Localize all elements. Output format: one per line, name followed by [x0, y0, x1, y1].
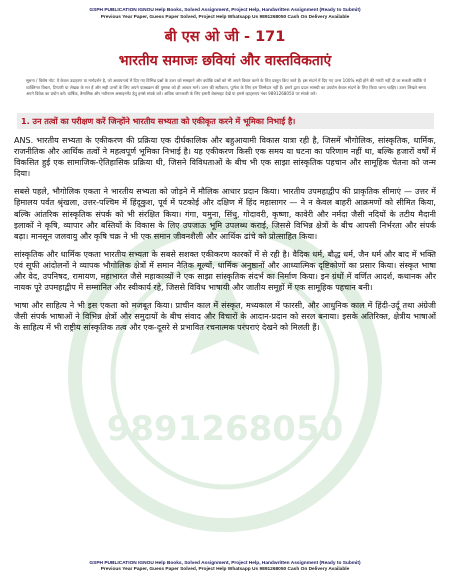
answer-body	[14, 135, 436, 340]
footer-line-2: Previous Year Paper, Guess Paper Solved, Project Help Whatsapp Us 9891268050 Cash On Delivery Available	[100, 567, 350, 573]
course-title: भारतीय समाजः छवियां और वास्तविकताएं	[118, 53, 332, 69]
footer-line-1: GSPH PUBLICATION IGNOU Help Books, Solved Assignment, Project Help, Handwritten Assignment (Ready to Submit)	[89, 560, 361, 566]
watermark-phone-text: 9891268050	[106, 409, 344, 449]
page-footer	[10, 561, 440, 574]
answer-paragraph: सबसे पहले, भौगोलिक एकता ने भारतीय सभ्यता को जोड़ने में मौलिक आधार प्रदान किया। भारतीय उपमहाद्वीप की प्राकृतिक सीमाएं — उत्तर में हिमालय पर्वत श्रृंखला, उत्तर-पश्चिम में हिंदूकुश, पूर्व में पटकोई और दक्षिण में हिंद महासागर — ने न केवल बाहरी आक्रमणों को सीमित किया, बल्कि आंतरिक सांस्कृतिक संपर्क को भी संरक्षित किया। गंगा, यमुना, सिंधु, गोदावरी, कृष्णा, कावेरी और नर्मदा जैसी नदियों के तटीय मैदानी इलाकों ने कृषि, व्यापार और बस्तियों के विकास के लिए उपजाऊ भूमि उपलब्ध कराई, जिससे विभिन्न क्षेत्रों के बीच आपसी निर्भरता और संपर्क बढ़ा। मानसून जलवायु और कृषि चक्र ने भी एक समान जीवनशैली और आर्थिक ढांचे को प्रोत्साहित किया।	[14, 187, 436, 241]
course-code: बी एस ओ जी - 171	[164, 29, 286, 45]
header-line-2: Previous Year Paper, Guess Paper Solved, Project Help Whatsapp Us 9891268050 Cash On Delivery Available	[100, 14, 350, 20]
answer-paragraph: भाषा और साहित्य ने भी इस एकता को मजबूत किया। प्राचीन काल में संस्कृत, मध्यकाल में फारसी, और आधुनिक काल में हिंदी-उर्दू तथा अंग्रेजी जैसी संपर्क भाषाओं ने विभिन्न क्षेत्रों और समुदायों के बीच संवाद और विचारों के आदान-प्रदान को सरल बनाया। इसके अतिरिक्त, क्षेत्रीय भाषाओं के साहित्य में भी राष्ट्रीय सांस्कृतिक तत्व और एक-दूसरे से प्रभावित रचनात्मक परंपराएं देखने को मिलती हैं।	[14, 300, 436, 333]
answer-paragraph: ANS. भारतीय सभ्यता के एकीकरण की प्रक्रिया एक दीर्घकालिक और बहुआयामी विकास यात्रा रही है, जिसमें भौगोलिक, सांस्कृतिक, धार्मिक, राजनीतिक और आर्थिक तत्वों ने महत्वपूर्ण भूमिका निभाई है। यह एकीकरण किसी एक समय या घटना का परिणाम नहीं था, बल्कि हजारों वर्षों में विकसित हुई एक सामाजिक-ऐतिहासिक प्रक्रिया थी, जिसने विविधताओं के बीच भी एक साझा सांस्कृतिक पहचान और सामूहिक चेतना को जन्म दिया।	[14, 136, 436, 179]
disclaimer-notice: सूचना / विशेष नोट: ये केवल उदाहरण या मार्गदर्शन है, जो अध्ययनार्थ में दिए गए विभिन्न प्रश्नों के उत्तर को समझाने और क्योंकि प्रश्नों को भी अपने विचार करने के लिए प्रस्तुत किए जाते हैं। इस संदर्भ में दिए गए उत्तर 100% सही होने की गारंटी नहीं दी जा सकती क्योंकि ये व्यक्तिगत विचार, टिप्पणी या लेखक के मत हैं और सही उत्तरों के लिए अपने पाठ्यक्रम की पुस्तक को ही आधार मानें। उत्तर की सटीकता, पूर्णता के लिए हम जिम्मेदार नहीं हैं। हमारे द्वारा प्रदत्त सामग्री का उपयोग केवल संदर्भ के लिए किया जाना चाहिए। उत्तर लिखते समय अपने विवेक का प्रयोग करें। वार्षिक, त्रैमासिक और नवीनतम असाइनमेंट हेतु हमसे संपर्क करें। अधिक जानकारी के लिए हमारी वेबसाइट देखें या हमसे व्हाट्सएप नंबर 9891268050 पर संपर्क करें।	[26, 78, 426, 97]
page-header	[10, 8, 440, 21]
answer-paragraph: सांस्कृतिक और धार्मिक एकता भारतीय सभ्यता के सबसे सशक्त एकीकरण कारकों में से रही है। वैदिक धर्म, बौद्ध धर्म, जैन धर्म और बाद में भक्ति एवं सूफी आंदोलनों ने व्यापक भौगोलिक क्षेत्रों में समान नैतिक मूल्यों, धार्मिक अनुष्ठानों और आध्यात्मिक दृष्टिकोणों का प्रसार किया। संस्कृत भाषा और वेद, उपनिषद, रामायण, महाभारत जैसे महाकाव्यों ने एक साझा सांस्कृतिक संदर्भ का निर्माण किया। इन ग्रंथों में वर्णित आदर्श, कथानक और नायक पूरे उपमहाद्वीप में सम्मानित और स्वीकार्य रहे, जिससे विविध भाषायी और जातीय समूहों में एक सामूहिक पहचान बनी।	[14, 249, 436, 293]
title-block	[0, 28, 450, 71]
header-line-1: GSPH PUBLICATION IGNOU Help Books, Solved Assignment, Project Help, Handwritten Assignment (Ready to Submit)	[89, 8, 361, 13]
question-heading: 1. उन तत्वों का परीक्षण करें जिन्होंने भारतीय सभ्यता को एकीकृत करने में भूमिका निभाई है।	[17, 113, 434, 129]
